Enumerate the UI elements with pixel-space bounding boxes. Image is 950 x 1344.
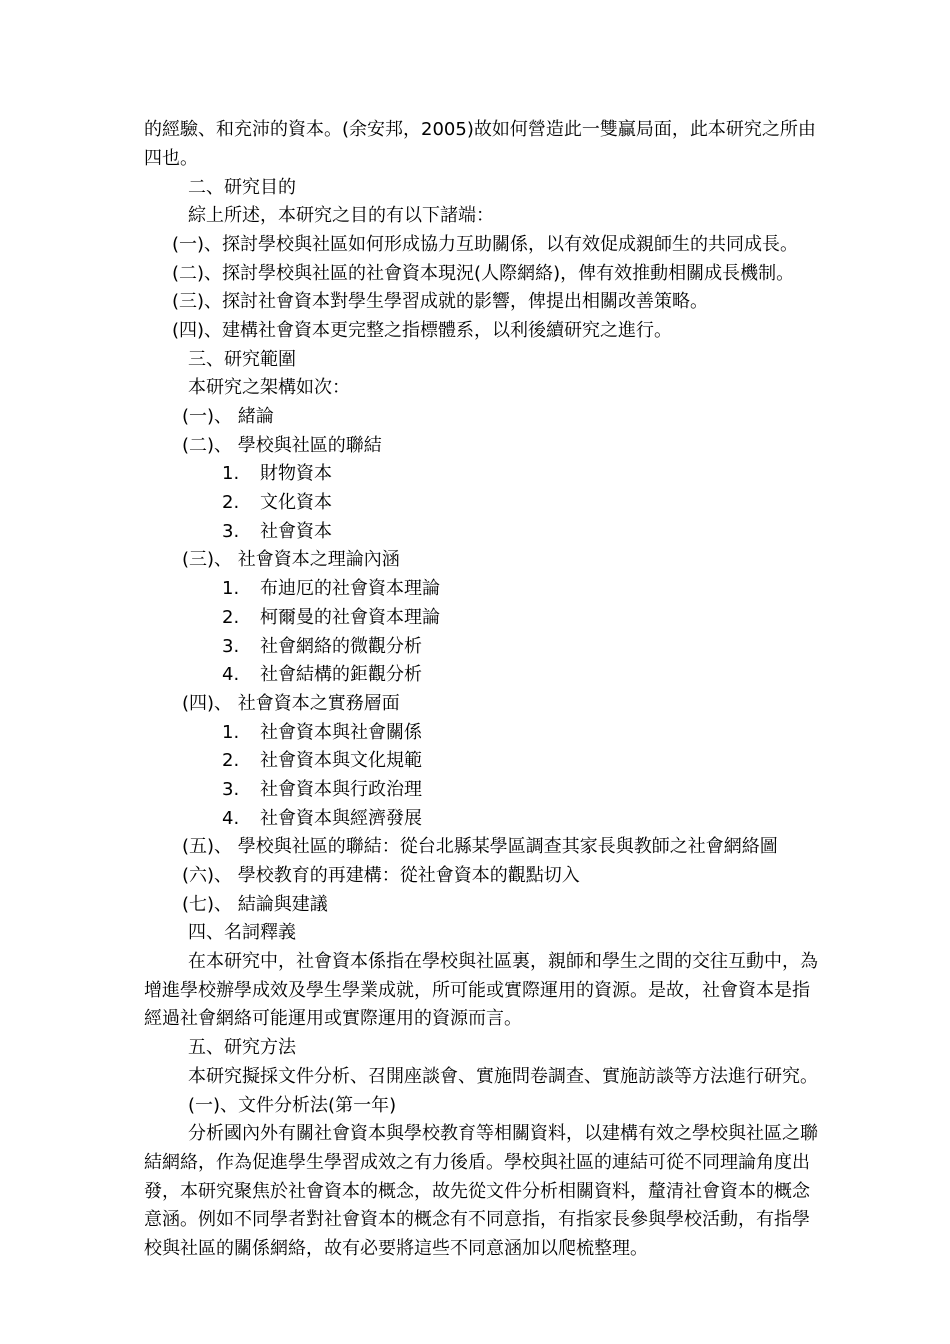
methods-subheading-1: (一)、文件分析法(第一年) bbox=[188, 1095, 397, 1116]
chapter-3: (三)、 社會資本之理論內涵 bbox=[182, 549, 400, 570]
list-number: 2. bbox=[222, 492, 240, 513]
chapter-6: (六)、 學校教育的再建構：從社會資本的觀點切入 bbox=[182, 865, 580, 886]
list-item: 社會資本與文化規範 bbox=[260, 750, 422, 771]
list-number: 4. bbox=[222, 664, 240, 685]
methods-line-5: 校與社區的關係網絡，故有必要將這些不同意涵加以爬梳整理。 bbox=[144, 1238, 648, 1259]
intro-line-1: 的經驗、和充沛的資本。(余安邦，2005)故如何營造此一雙贏局面，此本研究之所由 bbox=[144, 119, 816, 140]
list-number: 3. bbox=[222, 636, 240, 657]
list-item: 柯爾曼的社會資本理論 bbox=[260, 607, 440, 628]
list-number: 3. bbox=[222, 521, 240, 542]
methods-lead: 本研究擬採文件分析、召開座談會、實施問卷調查、實施訪談等方法進行研究。 bbox=[188, 1066, 818, 1087]
list-item: 布迪厄的社會資本理論 bbox=[260, 578, 440, 599]
chapter-5: (五)、 學校與社區的聯結：從台北縣某學區調查其家長與教師之社會網絡圖 bbox=[182, 836, 778, 857]
purpose-item-2: (二)、探討學校與社區的社會資本現況(人際網絡)，俾有效推動相關成長機制。 bbox=[172, 263, 795, 284]
section-heading-definitions: 四、名詞釋義 bbox=[188, 922, 296, 943]
list-number: 1. bbox=[222, 578, 240, 599]
scope-lead: 本研究之架構如次： bbox=[188, 377, 350, 398]
purpose-lead: 綜上所述，本研究之目的有以下諸端： bbox=[188, 205, 494, 226]
list-item: 社會網絡的微觀分析 bbox=[260, 636, 422, 657]
definition-line-2: 增進學校辦學成效及學生學業成就，所可能或實際運用的資源。是故，社會資本是指 bbox=[144, 980, 810, 1001]
chapter-4: (四)、 社會資本之實務層面 bbox=[182, 693, 400, 714]
list-number: 2. bbox=[222, 750, 240, 771]
intro-line-2: 四也。 bbox=[144, 148, 198, 169]
list-item: 社會資本與行政治理 bbox=[260, 779, 422, 800]
list-item: 財物資本 bbox=[260, 463, 332, 484]
methods-line-3: 發，本研究聚焦於社會資本的概念，故先從文件分析相關資料，釐清社會資本的概念 bbox=[144, 1181, 810, 1202]
list-item: 文化資本 bbox=[260, 492, 332, 513]
methods-line-2: 結網絡，作為促進學生學習成效之有力後盾。學校與社區的連結可從不同理論角度出 bbox=[144, 1152, 810, 1173]
list-number: 1. bbox=[222, 722, 240, 743]
section-heading-methods: 五、研究方法 bbox=[188, 1037, 296, 1058]
purpose-item-1: (一)、探討學校與社區如何形成協力互助關係，以有效促成親師生的共同成長。 bbox=[172, 234, 799, 255]
list-number: 1. bbox=[222, 463, 240, 484]
definition-line-3: 經過社會網絡可能運用或實際運用的資源而言。 bbox=[144, 1008, 522, 1029]
section-heading-purpose: 二、研究目的 bbox=[188, 177, 296, 198]
list-item: 社會資本 bbox=[260, 521, 332, 542]
purpose-item-3: (三)、探討社會資本對學生學習成就的影響，俾提出相關改善策略。 bbox=[172, 291, 709, 312]
list-item: 社會結構的鉅觀分析 bbox=[260, 664, 422, 685]
chapter-7: (七)、 結論與建議 bbox=[182, 894, 328, 915]
methods-line-4: 意涵。例如不同學者對社會資本的概念有不同意指，有指家長參與學校活動，有指學 bbox=[144, 1209, 810, 1230]
chapter-1: (一)、 緒論 bbox=[182, 406, 274, 427]
purpose-item-4: (四)、建構社會資本更完整之指標體系，以利後續研究之進行。 bbox=[172, 320, 673, 341]
list-number: 3. bbox=[222, 779, 240, 800]
list-number: 2. bbox=[222, 607, 240, 628]
list-item: 社會資本與社會關係 bbox=[260, 722, 422, 743]
list-number: 4. bbox=[222, 808, 240, 829]
methods-line-1: 分析國內外有關社會資本與學校教育等相關資料，以建構有效之學校與社區之聯 bbox=[188, 1123, 818, 1144]
list-item: 社會資本與經濟發展 bbox=[260, 808, 422, 829]
section-heading-scope: 三、研究範圍 bbox=[188, 349, 296, 370]
definition-line-1: 在本研究中，社會資本係指在學校與社區裏，親師和學生之間的交往互動中，為 bbox=[188, 951, 818, 972]
chapter-2: (二)、 學校與社區的聯結 bbox=[182, 435, 382, 456]
